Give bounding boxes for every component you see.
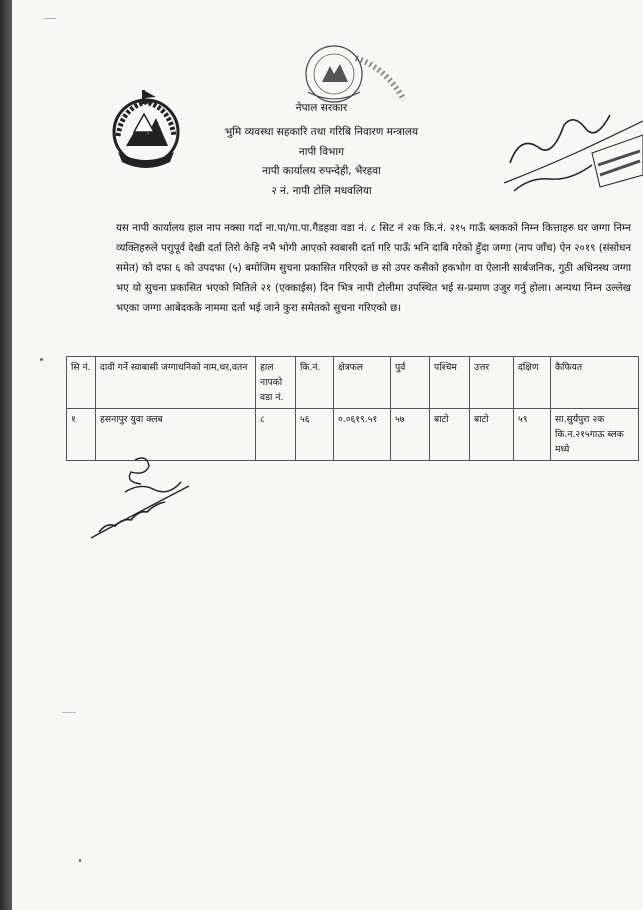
table-header-cell: दावी गर्ने स्वाबासी जग्गाधनिको नाम,थर,वतन xyxy=(96,357,256,409)
table-header-cell: हाल नापको वडा नं. xyxy=(256,357,296,409)
scan-speck xyxy=(44,18,56,19)
ministry-title: भुमि व्यवस्था सहकारि तथा गरिबि निवारण मन्त्रालय xyxy=(224,126,419,138)
table-header-cell: कैफियत xyxy=(551,357,639,409)
table-header-cell: दक्षिण xyxy=(514,357,551,409)
table-cell: ५६ xyxy=(296,409,334,461)
scan-speck xyxy=(79,859,81,862)
scan-speck xyxy=(40,358,43,361)
signature-stamp-top-right xyxy=(500,95,643,205)
signature-bottom-left xyxy=(85,452,195,547)
table-cell: ५७ xyxy=(391,409,430,461)
table-cell: बाटो xyxy=(470,409,514,461)
table-header-row xyxy=(67,357,639,409)
table-cell: ५९ xyxy=(514,409,551,461)
table-header-cell: कि.नं. xyxy=(296,357,334,409)
table-cell: हसनापुर युवा क्लब xyxy=(96,409,256,461)
table-cell: सा.सुर्यपुरा २क कि.न.२१५गाऊ ब्लक मध्ये xyxy=(551,409,639,461)
table-header-cell: पश्चिम xyxy=(430,357,470,409)
table-header-cell: सि नं. xyxy=(67,357,96,409)
table-header-cell: पुर्व xyxy=(391,357,430,409)
claims-table xyxy=(66,356,639,461)
table-header-cell: क्षेत्रफल xyxy=(334,357,391,409)
table-cell: ०.०६१९.५१ xyxy=(334,409,391,461)
department-title: नापी विभाग xyxy=(298,146,345,158)
table-cell: ८ xyxy=(256,409,296,461)
scan-speck xyxy=(62,712,76,713)
office-title: नापी कार्यालय रुपन्देही, भैरहवा xyxy=(262,165,381,177)
table-cell: बाटो xyxy=(430,409,470,461)
table-cell: १ xyxy=(67,409,96,461)
table-header-cell: उत्तर xyxy=(470,357,514,409)
team-title: २ नं. नापी टोलि मधवलिया xyxy=(271,185,372,197)
government-title: नेपाल सरकार xyxy=(295,102,348,114)
notice-paragraph: यस नापी कार्यालय हाल नाप नक्सा गर्दा ना.पा/गा.पा.गैडहवा वडा नं. ८ सिट नं २क कि.नं. २१५ गाऊँ ब्लकको निम्न कित्ताहरु घर जग्गा निम्न व्यक्तिहरुले पराुपूर्व देखी दर्ता तिरो केहि नभै भोगी आएको स्वबासी दर्ता गरि पाऊँ भनि दाबि गरेको हुँदा जग्गा (नाप जाँच) ऐन २०१९ (संसोधन समेत) को दफा ६ को उपदफा (५) बमोजिम सुचना प्रकासित गरिएको छ सो उपर कसैको हकभोग वा ऐलानी सार्बजनिक, गुठी अधिनस्थ जग्गा भए यो सुचना प्रकासित भएको मितिले २१ (एक्काईस) दिन भित्र नापी टोलीमा उपस्थित भई स-प्रमाण उजुर गर्नु होला। अन्यथा निम्न उल्लेख भएका जग्गा आबेदकके नाममा दर्ता भई जाने कुरा समेतको सुचना गरिएको छ। xyxy=(116,223,631,314)
